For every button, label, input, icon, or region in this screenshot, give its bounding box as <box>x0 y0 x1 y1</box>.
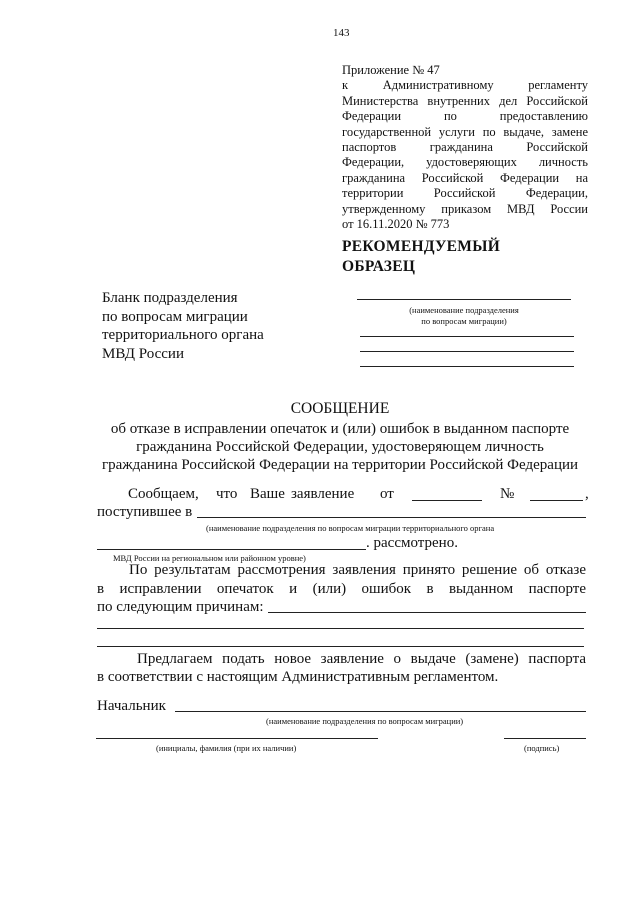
annex-line: утвержденному приказом МВД России <box>342 201 588 216</box>
considered-label: . рассмотрено. <box>366 535 458 551</box>
recipient-hint-line: по вопросам миграции) <box>421 316 507 326</box>
recipient-hint <box>357 305 571 327</box>
document-subtitle-line: об отказе в исправлении опечаток и (или) ошибок в выданном паспорте <box>110 421 570 437</box>
recipient-hint-line: (наименование подразделения <box>409 305 519 315</box>
annex-line: паспортов гражданина Российской <box>342 140 588 155</box>
annex-line: от 16.11.2020 № 773 <box>342 217 450 232</box>
blank-line: МВД России <box>102 345 184 362</box>
p1-word: заявление <box>291 486 355 502</box>
reason-field[interactable] <box>268 612 586 613</box>
recipient-field-line[interactable] <box>360 366 574 367</box>
application-date-field[interactable] <box>412 500 482 501</box>
signature-field[interactable] <box>504 738 586 739</box>
received-hint: (наименование подразделения по вопросам миграции территориального органа <box>206 523 495 533</box>
signature-hint: (подпись) <box>524 743 560 753</box>
p3-line: в соответствии с настоящим Административным регламентом. <box>97 669 499 685</box>
recommended-line: РЕКОМЕНДУЕМЫЙ <box>342 238 501 255</box>
chief-subdivision-field[interactable] <box>175 711 586 712</box>
annex-line: государственной услуги по выдаче, замене <box>342 124 588 139</box>
p1-comma: , <box>585 486 589 502</box>
recommended-line: ОБРАЗЕЦ <box>342 258 416 275</box>
received-subdivision-field[interactable] <box>197 517 586 518</box>
chief-hint: (наименование подразделения по вопросам миграции) <box>266 716 464 726</box>
name-hint: (инициалы, фамилия (при их наличии) <box>156 743 297 753</box>
page-number: 143 <box>333 27 350 39</box>
blank-subdivision <box>102 289 264 363</box>
document-subtitle-line: гражданина Российской Федерации, удостоверяющем личность <box>136 439 544 455</box>
name-field[interactable] <box>96 738 378 739</box>
received-subdivision-field-2[interactable] <box>97 549 366 550</box>
annex-line: Приложение № 47 <box>342 63 440 77</box>
annex-line: Министерства внутренних дел Российской <box>342 93 588 108</box>
recommended-sample-label <box>342 237 500 277</box>
chief-label: Начальник <box>97 698 166 714</box>
annex-line: Федерации, удостоверяющих личность <box>342 155 588 170</box>
recipient-field-line[interactable] <box>360 336 574 337</box>
recipient-field-line[interactable] <box>357 299 571 300</box>
p2-line: По результатам рассмотрения заявления принято решение об отказе <box>129 562 586 578</box>
document-subtitle-line: гражданина Российской Федерации на территории Российской Федерации <box>101 457 579 473</box>
blank-line: по вопросам миграции <box>102 308 248 325</box>
p2-line: в исправлении опечаток и (или) ошибок в выданном паспорте <box>97 581 586 597</box>
p1-word: Ваше <box>250 486 285 502</box>
reason-field[interactable] <box>97 628 584 629</box>
p3-line: Предлагаем подать новое заявление о выдаче (замене) паспорта <box>137 651 586 667</box>
annex-line: к Административному регламенту <box>342 78 588 93</box>
recipient-field-line[interactable] <box>360 351 574 352</box>
number-sign: № <box>500 486 515 502</box>
application-number-field[interactable] <box>530 500 583 501</box>
annex-header <box>342 63 588 232</box>
p2-line: по следующим причинам: <box>97 599 264 615</box>
document-title: СООБЩЕНИЕ <box>290 400 390 417</box>
p1-word: Сообщаем, <box>128 486 199 502</box>
p1-word: от <box>380 486 394 502</box>
blank-line: Бланк подразделения <box>102 290 238 306</box>
annex-line: Федерации по предоставлению <box>342 109 588 124</box>
p1-word: что <box>216 486 238 502</box>
reason-field[interactable] <box>97 646 584 647</box>
received-hint-2: МВД России на региональном или районном уровне) <box>113 553 306 563</box>
received-label: поступившее в <box>97 504 193 520</box>
annex-line: гражданина Российской Федерации на <box>342 170 588 185</box>
annex-line: территории Российской Федерации, <box>342 186 588 201</box>
blank-line: территориального органа <box>102 327 264 344</box>
